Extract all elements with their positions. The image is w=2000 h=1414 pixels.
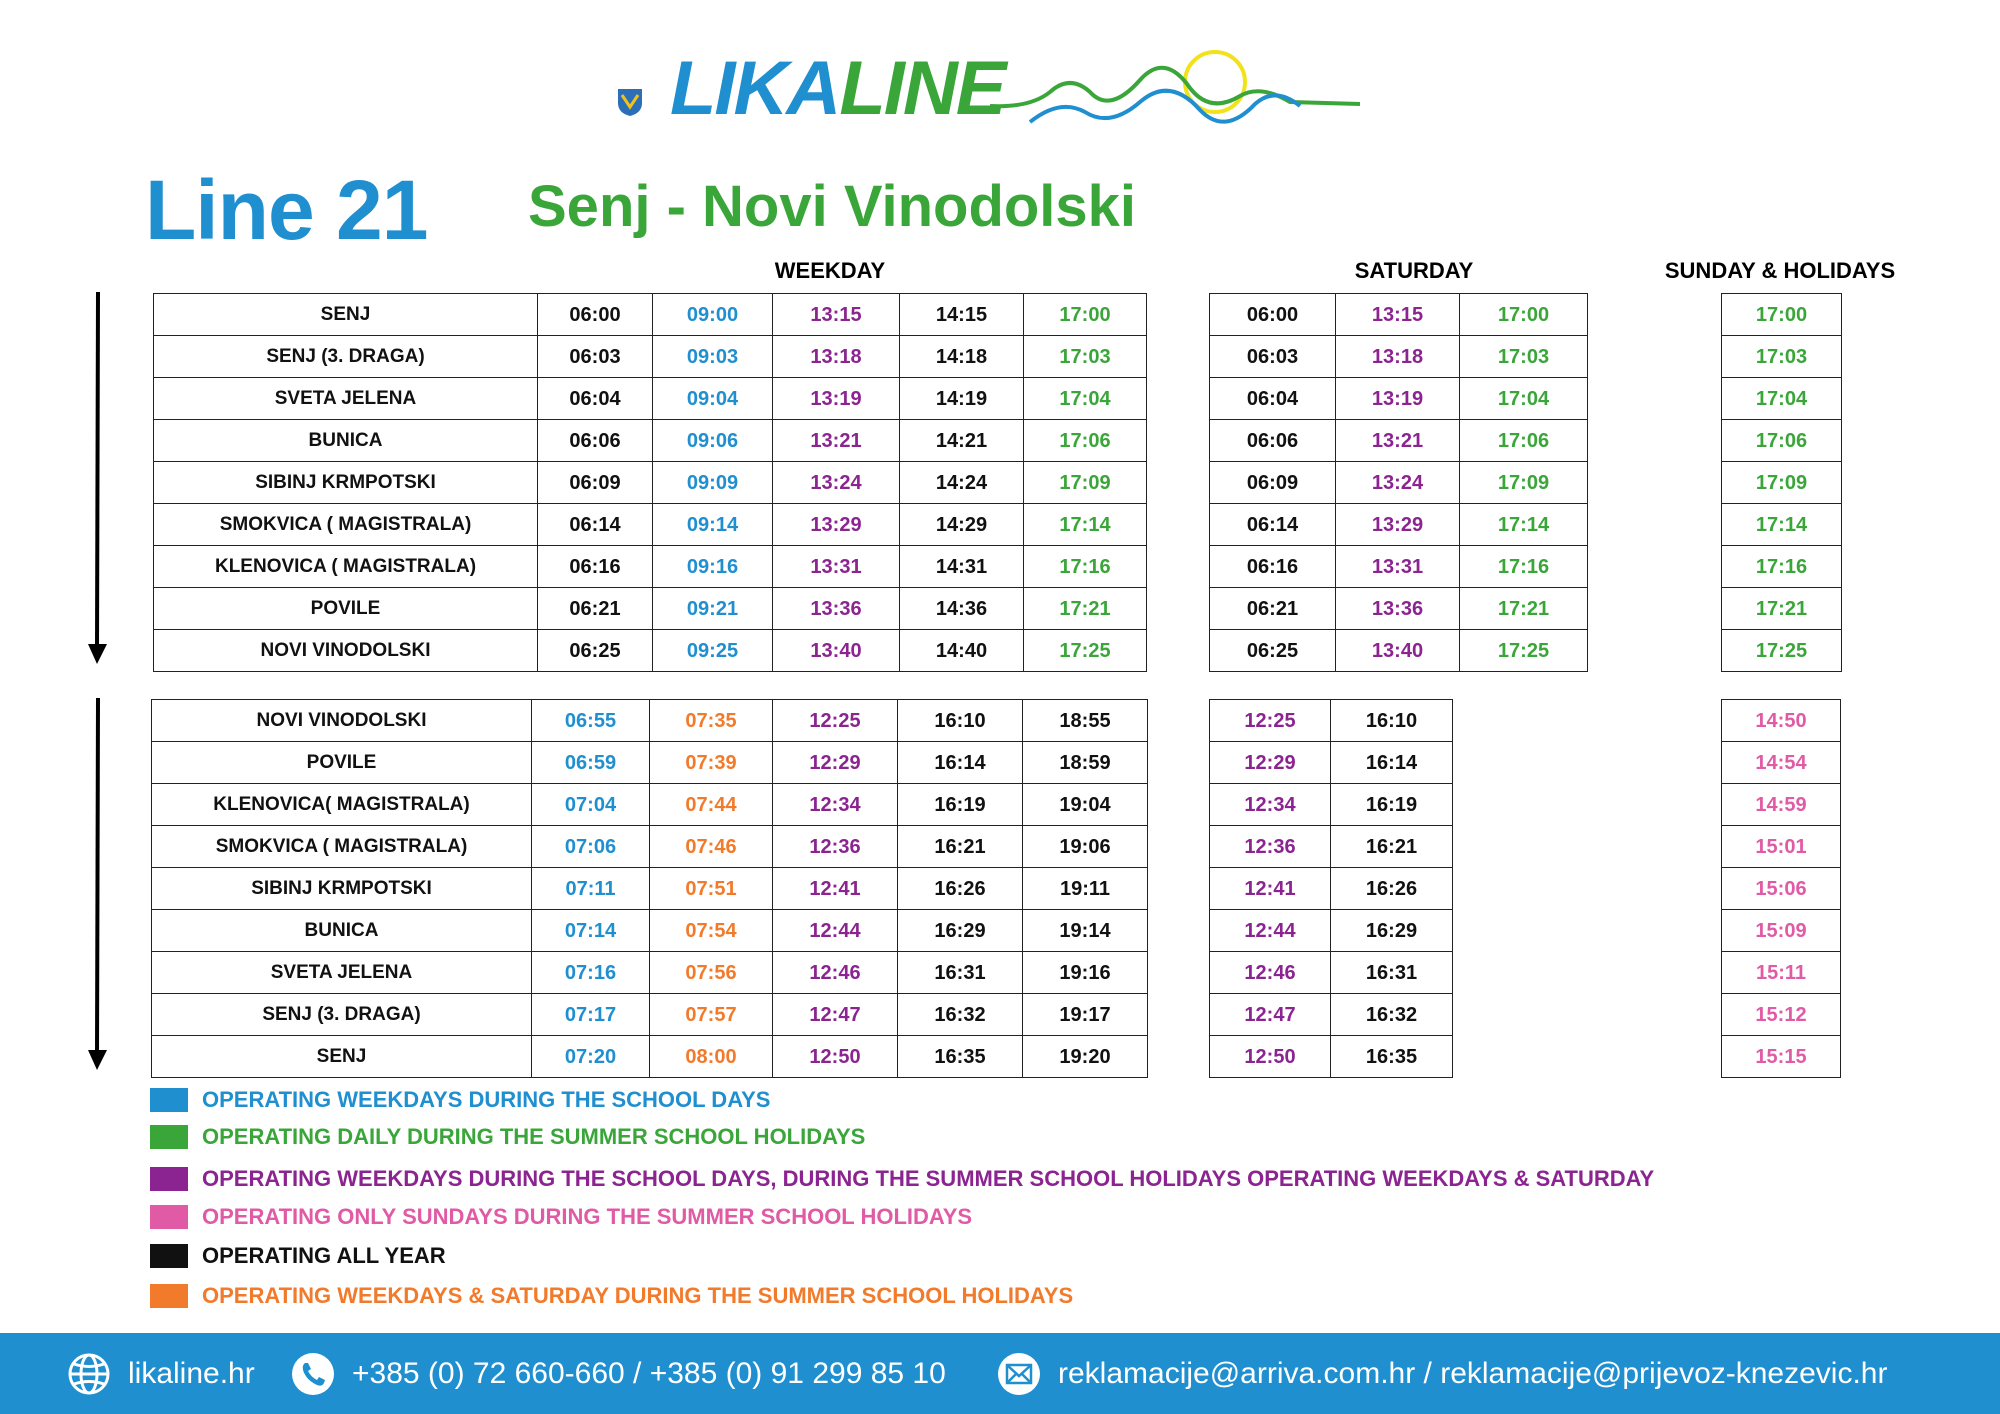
stop-name: KLENOVICA( MAGISTRALA): [152, 784, 532, 826]
route-title: Senj - Novi Vinodolski: [528, 174, 1137, 239]
table-row: [1722, 336, 1842, 378]
departure-time: 06:03: [1210, 336, 1336, 378]
stop-name: SVETA JELENA: [152, 952, 532, 994]
departure-time: 17:04: [1460, 378, 1588, 420]
departure-time: 09:03: [653, 336, 773, 378]
departure-time: 16:32: [1331, 994, 1453, 1036]
departure-time: 17:03: [1460, 336, 1588, 378]
departure-time: 13:18: [1336, 336, 1460, 378]
departure-time: 19:17: [1023, 994, 1148, 1036]
table-row: [1210, 630, 1588, 672]
departure-time: 16:26: [898, 868, 1023, 910]
legend-item: [150, 1164, 1654, 1194]
departure-time: 07:06: [532, 826, 650, 868]
departure-time: 12:25: [773, 700, 898, 742]
departure-time: 14:40: [900, 630, 1024, 672]
table-row: [1210, 546, 1588, 588]
likaline-logo: [610, 40, 1390, 140]
table-row: [1722, 294, 1842, 336]
table-row: [1722, 546, 1842, 588]
table-row: [1722, 588, 1842, 630]
departure-time: 17:21: [1460, 588, 1588, 630]
stop-name: SIBINJ KRMPOTSKI: [152, 868, 532, 910]
departure-time: 12:44: [1210, 910, 1331, 952]
departure-time: 06:00: [1210, 294, 1336, 336]
departure-time: 18:55: [1023, 700, 1148, 742]
departure-time: 06:16: [1210, 546, 1336, 588]
table-row: [152, 742, 1148, 784]
legend-item: [150, 1241, 446, 1271]
stop-name: BUNICA: [154, 420, 538, 462]
departure-time: 19:16: [1023, 952, 1148, 994]
footer-phone[interactable]: [290, 1333, 946, 1414]
departure-time: 06:25: [1210, 630, 1336, 672]
departure-time: 16:26: [1331, 868, 1453, 910]
table-row: [1722, 742, 1841, 784]
departure-time: 17:16: [1024, 546, 1147, 588]
departure-time: 17:00: [1460, 294, 1588, 336]
departure-time: 17:06: [1722, 420, 1842, 462]
stop-name: BUNICA: [152, 910, 532, 952]
phone-icon: [290, 1351, 336, 1397]
table-row: [1722, 910, 1841, 952]
outbound-weekday-table: [153, 293, 1147, 672]
table-row: [1722, 1036, 1841, 1078]
phone-numbers[interactable]: +385 (0) 72 660-660 / +385 (0) 91 299 85 10: [352, 1356, 946, 1390]
table-row: [152, 910, 1148, 952]
departure-time: 17:21: [1024, 588, 1147, 630]
stop-name: NOVI VINODOLSKI: [152, 700, 532, 742]
departure-time: 14:15: [900, 294, 1024, 336]
table-row: [1210, 378, 1588, 420]
website-link[interactable]: likaline.hr: [128, 1356, 255, 1390]
departure-time: 17:25: [1722, 630, 1842, 672]
table-row: [152, 952, 1148, 994]
departure-time: 18:59: [1023, 742, 1148, 784]
departure-time: 15:06: [1722, 868, 1841, 910]
departure-time: 07:46: [650, 826, 773, 868]
stop-name: SENJ (3. DRAGA): [154, 336, 538, 378]
departure-time: 06:09: [538, 462, 653, 504]
table-row: [154, 588, 1147, 630]
table-row: [1722, 952, 1841, 994]
departure-time: 13:31: [1336, 546, 1460, 588]
stop-name: SENJ (3. DRAGA): [152, 994, 532, 1036]
departure-time: 17:09: [1024, 462, 1147, 504]
legend-swatch: [150, 1088, 188, 1112]
table-row: [1722, 784, 1841, 826]
stop-name: SMOKVICA ( MAGISTRALA): [152, 826, 532, 868]
departure-time: 17:00: [1024, 294, 1147, 336]
departure-time: 16:31: [1331, 952, 1453, 994]
departure-time: 15:12: [1722, 994, 1841, 1036]
departure-time: 19:04: [1023, 784, 1148, 826]
departure-time: 17:25: [1024, 630, 1147, 672]
departure-time: 14:18: [900, 336, 1024, 378]
table-row: [1210, 994, 1453, 1036]
outbound-sunday-table: [1721, 293, 1842, 672]
departure-time: 14:24: [900, 462, 1024, 504]
departure-time: 16:19: [1331, 784, 1453, 826]
departure-time: 07:35: [650, 700, 773, 742]
table-row: [152, 1036, 1148, 1078]
stop-name: POVILE: [152, 742, 532, 784]
outbound-saturday-table: [1209, 293, 1588, 672]
departure-time: 17:03: [1024, 336, 1147, 378]
departure-time: 13:24: [773, 462, 900, 504]
table-row: [152, 826, 1148, 868]
departure-time: 12:36: [773, 826, 898, 868]
departure-time: 17:25: [1460, 630, 1588, 672]
departure-time: 13:36: [1336, 588, 1460, 630]
departure-time: 17:14: [1460, 504, 1588, 546]
stop-name: KLENOVICA ( MAGISTRALA): [154, 546, 538, 588]
sunday-holidays-header: SUNDAY & HOLIDAYS: [1664, 258, 1896, 283]
table-row: [1210, 336, 1588, 378]
table-row: [154, 546, 1147, 588]
departure-time: 09:00: [653, 294, 773, 336]
inbound-sunday-table: [1721, 699, 1841, 1078]
direction-arrow-down-icon: [86, 292, 110, 666]
table-row: [1210, 784, 1453, 826]
departure-time: 06:59: [532, 742, 650, 784]
departure-time: 07:39: [650, 742, 773, 784]
departure-time: 07:04: [532, 784, 650, 826]
table-row: [1210, 1036, 1453, 1078]
departure-time: 17:03: [1722, 336, 1842, 378]
departure-time: 13:19: [1336, 378, 1460, 420]
inbound-saturday-table: [1209, 699, 1453, 1078]
departure-time: 07:51: [650, 868, 773, 910]
departure-time: 12:29: [1210, 742, 1331, 784]
table-row: [1210, 294, 1588, 336]
table-row: [154, 336, 1147, 378]
legend-item: [150, 1281, 1073, 1311]
departure-time: 12:47: [773, 994, 898, 1036]
departure-time: 12:25: [1210, 700, 1331, 742]
table-row: [1210, 588, 1588, 630]
weekday-header: WEEKDAY: [774, 258, 886, 283]
departure-time: 13:21: [1336, 420, 1460, 462]
stop-name: SVETA JELENA: [154, 378, 538, 420]
table-row: [1210, 742, 1453, 784]
departure-time: 15:01: [1722, 826, 1841, 868]
departure-time: 16:29: [898, 910, 1023, 952]
legend-item: [150, 1085, 770, 1115]
departure-time: 09:16: [653, 546, 773, 588]
mail-icon: [996, 1351, 1042, 1397]
departure-time: 09:21: [653, 588, 773, 630]
legend-item: [150, 1122, 865, 1152]
departure-time: 15:11: [1722, 952, 1841, 994]
departure-time: 06:04: [538, 378, 653, 420]
departure-time: 17:16: [1460, 546, 1588, 588]
departure-time: 07:56: [650, 952, 773, 994]
globe-icon: [66, 1351, 112, 1397]
departure-time: 06:16: [538, 546, 653, 588]
county-crest-icon: [616, 87, 644, 117]
departure-time: 17:04: [1024, 378, 1147, 420]
departure-time: 17:16: [1722, 546, 1842, 588]
departure-time: 13:31: [773, 546, 900, 588]
departure-time: 14:21: [900, 420, 1024, 462]
departure-time: 14:50: [1722, 700, 1841, 742]
departure-time: 17:09: [1722, 462, 1842, 504]
departure-time: 07:54: [650, 910, 773, 952]
departure-time: 13:29: [1336, 504, 1460, 546]
departure-time: 17:06: [1460, 420, 1588, 462]
table-row: [1722, 462, 1842, 504]
departure-time: 12:41: [1210, 868, 1331, 910]
table-row: [154, 630, 1147, 672]
table-row: [1210, 420, 1588, 462]
legend-text: OPERATING WEEKDAYS & SATURDAY DURING THE SUMMER SCHOOL HOLIDAYS: [202, 1283, 1074, 1308]
departure-time: 15:09: [1722, 910, 1841, 952]
departure-time: 13:18: [773, 336, 900, 378]
departure-time: 12:50: [773, 1036, 898, 1078]
line-title: Line 21: [145, 163, 428, 257]
table-row: [154, 420, 1147, 462]
departure-time: 06:00: [538, 294, 653, 336]
departure-time: 12:47: [1210, 994, 1331, 1036]
departure-time: 12:41: [773, 868, 898, 910]
departure-time: 14:36: [900, 588, 1024, 630]
departure-time: 12:50: [1210, 1036, 1331, 1078]
departure-time: 07:44: [650, 784, 773, 826]
departure-time: 16:14: [1331, 742, 1453, 784]
saturday-header: SATURDAY: [1354, 258, 1474, 283]
departure-time: 19:06: [1023, 826, 1148, 868]
stop-name: NOVI VINODOLSKI: [154, 630, 538, 672]
departure-time: 17:14: [1722, 504, 1842, 546]
stop-name: SENJ: [152, 1036, 532, 1078]
departure-time: 07:14: [532, 910, 650, 952]
footer-website[interactable]: [66, 1333, 255, 1414]
table-row: [154, 294, 1147, 336]
departure-time: 14:59: [1722, 784, 1841, 826]
departure-time: 17:00: [1722, 294, 1842, 336]
departure-time: 09:09: [653, 462, 773, 504]
departure-time: 16:31: [898, 952, 1023, 994]
departure-time: 17:21: [1722, 588, 1842, 630]
departure-time: 06:21: [1210, 588, 1336, 630]
table-row: [152, 994, 1148, 1036]
table-row: [1210, 504, 1588, 546]
table-row: [154, 504, 1147, 546]
departure-time: 12:34: [773, 784, 898, 826]
departure-time: 09:04: [653, 378, 773, 420]
footer-email[interactable]: [996, 1333, 1887, 1414]
departure-time: 16:10: [898, 700, 1023, 742]
departure-time: 07:17: [532, 994, 650, 1036]
legend-text: OPERATING ONLY SUNDAYS DURING THE SUMMER SCHOOL HOLIDAYS: [202, 1204, 973, 1229]
table-row: [1722, 504, 1842, 546]
inbound-weekday-table: [151, 699, 1148, 1078]
table-row: [1210, 952, 1453, 994]
departure-time: 14:29: [900, 504, 1024, 546]
departure-time: 14:31: [900, 546, 1024, 588]
departure-time: 12:46: [773, 952, 898, 994]
departure-time: 15:15: [1722, 1036, 1841, 1078]
departure-time: 12:34: [1210, 784, 1331, 826]
stop-name: POVILE: [154, 588, 538, 630]
legend-text: OPERATING WEEKDAYS DURING THE SCHOOL DAYS, DURING THE SUMMER SCHOOL HOLIDAYS OPERATING WEEKDAYS & SATURDAY: [202, 1166, 1655, 1191]
departure-time: 19:20: [1023, 1036, 1148, 1078]
departure-time: 16:29: [1331, 910, 1453, 952]
departure-time: 09:14: [653, 504, 773, 546]
departure-time: 16:21: [1331, 826, 1453, 868]
stop-name: SIBINJ KRMPOTSKI: [154, 462, 538, 504]
departure-time: 09:25: [653, 630, 773, 672]
departure-time: 12:29: [773, 742, 898, 784]
departure-time: 06:09: [1210, 462, 1336, 504]
departure-time: 16:35: [898, 1036, 1023, 1078]
legend-text: OPERATING ALL YEAR: [202, 1243, 446, 1268]
departure-time: 13:40: [1336, 630, 1460, 672]
departure-time: 06:06: [538, 420, 653, 462]
departure-time: 07:11: [532, 868, 650, 910]
table-row: [1722, 378, 1842, 420]
departure-time: 13:36: [773, 588, 900, 630]
table-row: [1722, 700, 1841, 742]
table-row: [1722, 868, 1841, 910]
departure-time: 19:11: [1023, 868, 1148, 910]
table-row: [1722, 994, 1841, 1036]
departure-time: 06:14: [538, 504, 653, 546]
table-row: [152, 868, 1148, 910]
departure-time: 17:09: [1460, 462, 1588, 504]
departure-time: 17:06: [1024, 420, 1147, 462]
departure-time: 06:03: [538, 336, 653, 378]
legend-swatch: [150, 1167, 188, 1191]
departure-time: 16:10: [1331, 700, 1453, 742]
departure-time: 13:29: [773, 504, 900, 546]
departure-time: 06:04: [1210, 378, 1336, 420]
departure-time: 13:15: [1336, 294, 1460, 336]
departure-time: 14:19: [900, 378, 1024, 420]
departure-time: 13:40: [773, 630, 900, 672]
table-row: [1210, 700, 1453, 742]
departure-time: 13:21: [773, 420, 900, 462]
departure-time: 17:04: [1722, 378, 1842, 420]
legend-swatch: [150, 1284, 188, 1308]
table-row: [152, 700, 1148, 742]
table-row: [1722, 826, 1841, 868]
departure-time: 09:06: [653, 420, 773, 462]
table-row: [1210, 826, 1453, 868]
departure-time: 13:24: [1336, 462, 1460, 504]
departure-time: 16:19: [898, 784, 1023, 826]
table-row: [1722, 630, 1842, 672]
departure-time: 07:20: [532, 1036, 650, 1078]
table-row: [152, 784, 1148, 826]
direction-arrow-down-icon: [86, 698, 110, 1072]
legend-swatch: [150, 1205, 188, 1229]
legend-swatch: [150, 1125, 188, 1149]
departure-time: 12:44: [773, 910, 898, 952]
departure-time: 19:14: [1023, 910, 1148, 952]
departure-time: 16:21: [898, 826, 1023, 868]
departure-time: 07:57: [650, 994, 773, 1036]
table-row: [154, 462, 1147, 504]
departure-time: 12:36: [1210, 826, 1331, 868]
contact-footer: [0, 1333, 2000, 1414]
departure-time: 13:15: [773, 294, 900, 336]
departure-time: 08:00: [650, 1036, 773, 1078]
departure-time: 16:14: [898, 742, 1023, 784]
logo-text-line: LINE: [839, 46, 1005, 131]
table-row: [1210, 868, 1453, 910]
legend-swatch: [150, 1244, 188, 1268]
legend-text: OPERATING WEEKDAYS DURING THE SCHOOL DAYS: [202, 1087, 771, 1112]
departure-time: 12:46: [1210, 952, 1331, 994]
departure-time: 06:14: [1210, 504, 1336, 546]
stop-name: SENJ: [154, 294, 538, 336]
stop-name: SMOKVICA ( MAGISTRALA): [154, 504, 538, 546]
departure-time: 06:25: [538, 630, 653, 672]
departure-time: 06:21: [538, 588, 653, 630]
table-row: [1210, 910, 1453, 952]
departure-time: 14:54: [1722, 742, 1841, 784]
departure-time: 16:35: [1331, 1036, 1453, 1078]
email-addresses[interactable]: reklamacije@arriva.com.hr / reklamacije@prijevoz-knezevic.hr: [1058, 1356, 1888, 1390]
table-row: [1722, 420, 1842, 462]
table-row: [154, 378, 1147, 420]
departure-time: 17:14: [1024, 504, 1147, 546]
departure-time: 07:16: [532, 952, 650, 994]
legend-text: OPERATING DAILY DURING THE SUMMER SCHOOL HOLIDAYS: [202, 1124, 866, 1149]
legend-item: [150, 1202, 972, 1232]
departure-time: 06:55: [532, 700, 650, 742]
logo-text-lika: LIKA: [670, 46, 840, 131]
table-row: [1210, 462, 1588, 504]
departure-time: 06:06: [1210, 420, 1336, 462]
mountains-sun-icon: [990, 40, 1390, 140]
departure-time: 13:19: [773, 378, 900, 420]
departure-time: 16:32: [898, 994, 1023, 1036]
